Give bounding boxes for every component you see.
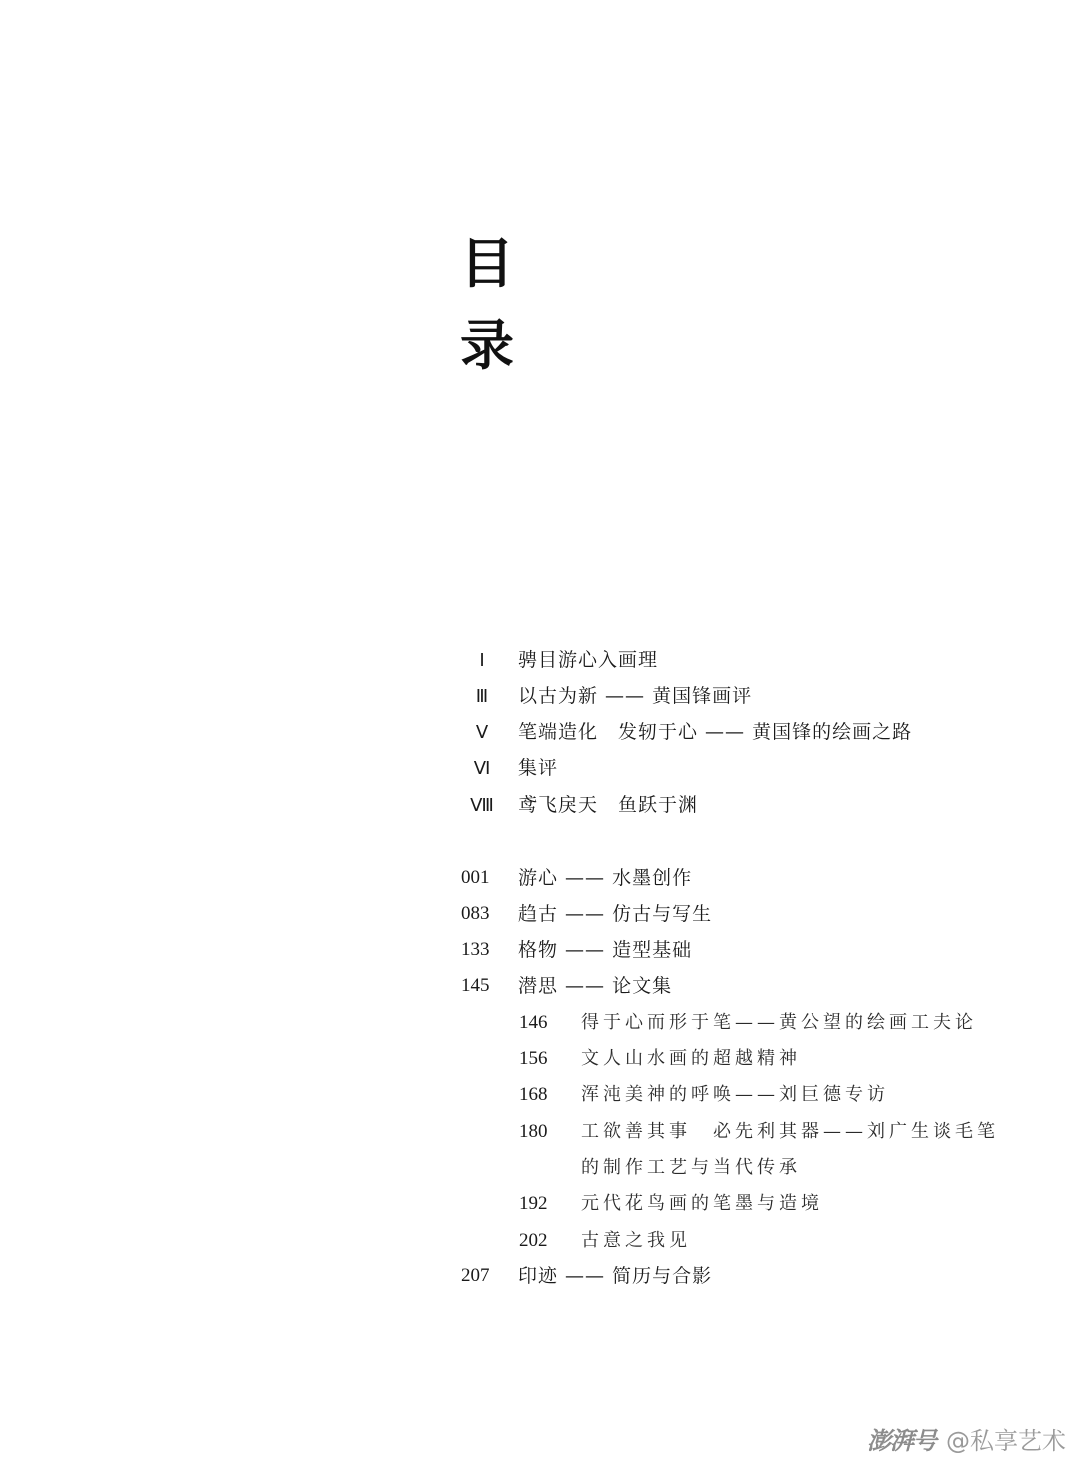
toc-entry-title: 以古为新 —— 黄国锋画评 [518, 685, 753, 707]
page-title-char-2: 录 [460, 313, 514, 377]
toc-entry-title: 印迹 —— 简历与合影 [518, 1265, 713, 1287]
toc-page-number: Ⅰ [479, 650, 485, 670]
toc-entry-title: 格物 —— 造型基础 [518, 939, 693, 961]
toc-page-number: 133 [461, 939, 490, 960]
toc-entry-title-continued: 的制作工艺与当代传承 [581, 1157, 801, 1178]
toc-page-number: 207 [461, 1265, 490, 1286]
toc-entry-title: 元代花鸟画的笔墨与造境 [581, 1193, 823, 1214]
toc-page-number: 202 [519, 1230, 548, 1251]
toc-page-number: Ⅷ [470, 795, 494, 815]
toc-page-number: 146 [519, 1012, 548, 1033]
toc-entry-title: 潜思 —— 论文集 [518, 975, 673, 997]
toc-entry-title: 工欲善其事 必先利其器——刘广生谈毛笔 [581, 1121, 999, 1142]
toc-entry-title: 得于心而形于笔——黄公望的绘画工夫论 [581, 1012, 977, 1033]
toc-page-number: 192 [519, 1193, 548, 1214]
toc-page-number: Ⅴ [475, 722, 489, 742]
toc-page-number: Ⅲ [475, 686, 489, 706]
toc-entry-title: 浑沌美神的呼唤——刘巨德专访 [581, 1084, 889, 1105]
watermark-account: @私享艺术 [946, 1427, 1066, 1455]
toc-page-number: 156 [519, 1048, 548, 1069]
toc-page-number: 180 [519, 1121, 548, 1142]
toc-entry-title: 趋古 —— 仿古与写生 [518, 903, 713, 925]
toc-entry-title: 古意之我见 [581, 1230, 691, 1251]
watermark [867, 1421, 1066, 1456]
watermark-brand: 澎湃号 [867, 1427, 936, 1455]
toc-page-number: 145 [461, 975, 490, 996]
toc-page-number: 168 [519, 1084, 548, 1105]
toc-entry-title: 集评 [518, 757, 559, 779]
toc-page-number: 083 [461, 903, 490, 924]
page-title-char-1: 目 [460, 231, 514, 295]
toc-entry-title: 游心 —— 水墨创作 [518, 867, 693, 889]
toc-page-number: 001 [461, 867, 490, 888]
toc-page-number: Ⅵ [473, 758, 491, 778]
toc-entry-title: 骋目游心入画理 [518, 649, 659, 671]
toc-entry-title: 文人山水画的超越精神 [581, 1048, 801, 1069]
toc-entry-title: 笔端造化 发轫于心 —— 黄国锋的绘画之路 [518, 721, 913, 743]
toc-entry-title: 鸢飞戾天 鱼跃于渊 [518, 794, 699, 816]
